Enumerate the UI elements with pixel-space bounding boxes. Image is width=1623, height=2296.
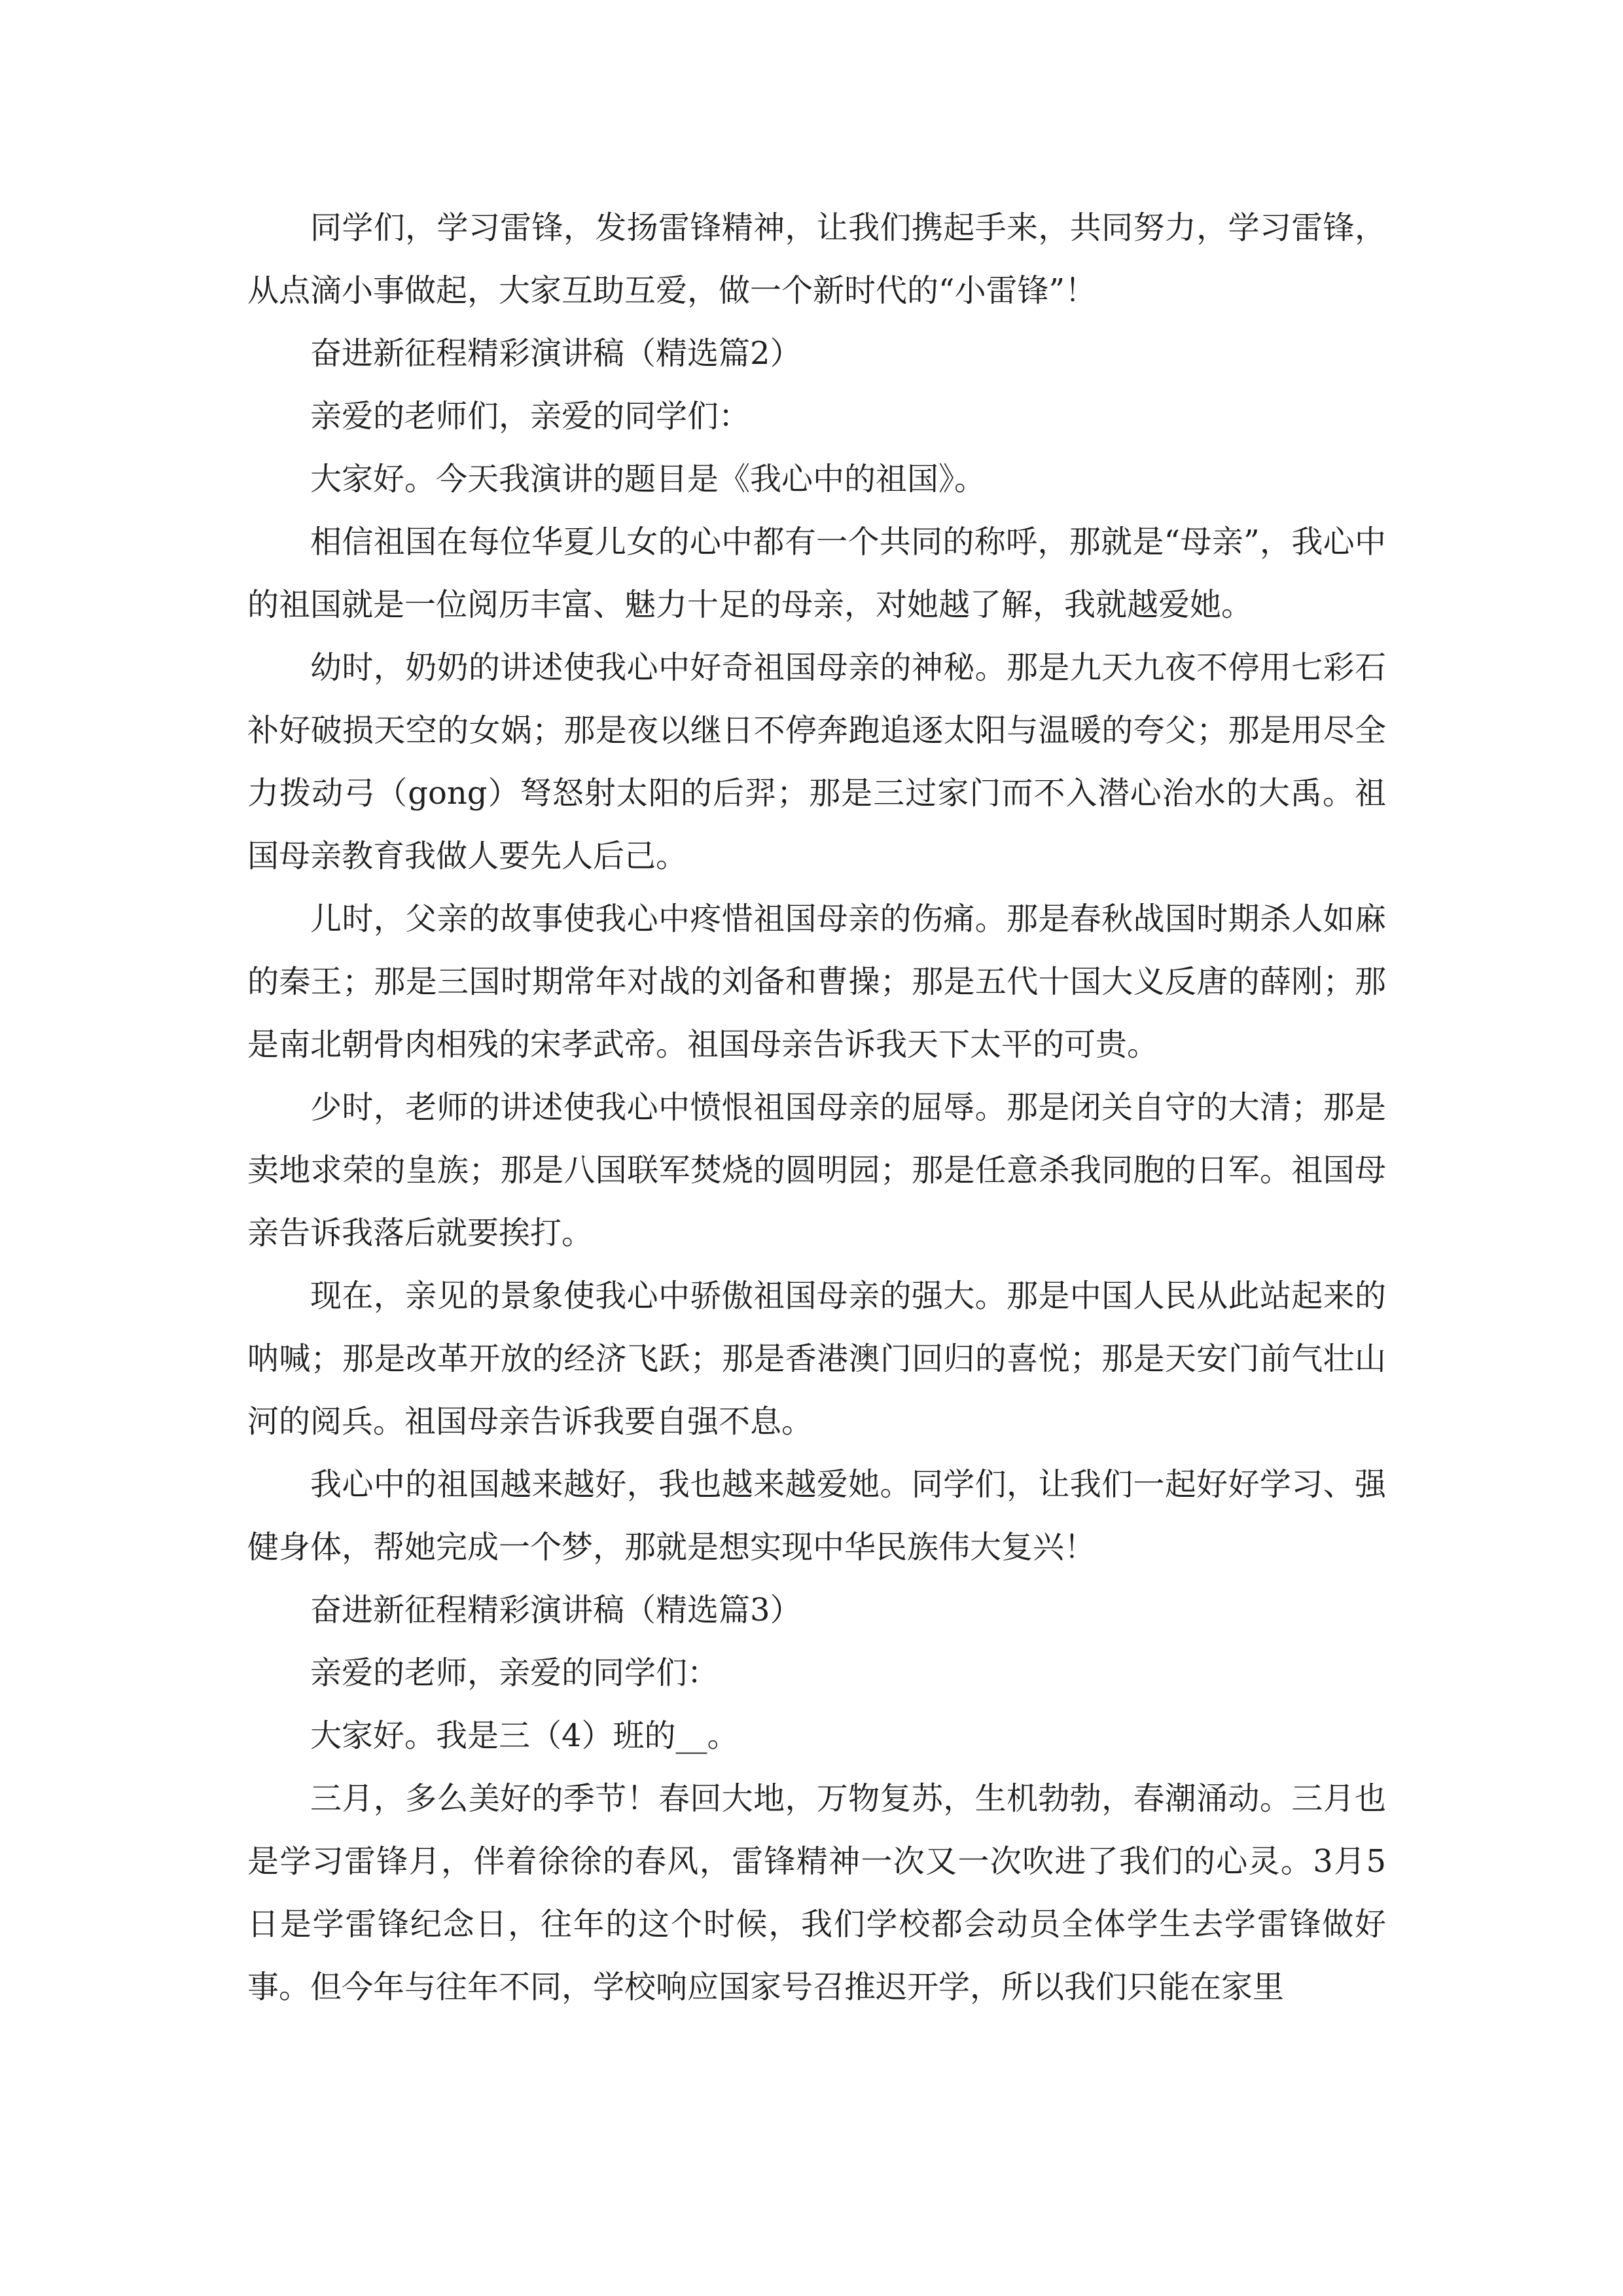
- paragraph-mother: 相信祖国在每位华夏儿女的心中都有一个共同的称呼，那就是“母亲”，我心中的祖国就是一位阅历丰富、魅力十足的母亲，对她越了解，我就越爱她。: [247, 524, 1386, 623]
- paragraph-present: 现在，亲见的景象使我心中骄傲祖国母亲的强大。那是中国人民从此站起来的呐喊；那是改革开放的经济飞跃；那是香港澳门回归的喜悦；那是天安门前气壮山河的阅兵。祖国母亲告诉我要自强不息。: [247, 1278, 1386, 1440]
- paragraph-childhood: 幼时，奶奶的讲述使我心中好奇祖国母亲的神秘。那是九天九夜不停用七彩石补好破损天空的女娲；那是夜以继日不停奔跑追逐太阳与温暖的夸父；那是用尽全力拨动弓（gong）弩怒射太阳的后羿；那是三过家门而不入潜心治水的大禹。祖国母亲教育我做人要先人后己。: [247, 649, 1386, 874]
- paragraph-closing-call: 同学们，学习雷锋，发扬雷锋精神，让我们携起手来，共同努力，学习雷锋，从点滴小事做起，大家互助互爱，做一个新时代的“小雷锋”！: [247, 209, 1386, 309]
- salutation-2: 亲爱的老师，亲爱的同学们：: [310, 1655, 719, 1691]
- paragraph-school-years: 少时，老师的讲述使我心中愤恨祖国母亲的屈辱。那是闭关自守的大清；那是卖地求荣的皇族；那是八国联军焚烧的圆明园；那是任意杀我同胞的日军。祖国母亲告诉我落后就要挨打。: [247, 1089, 1386, 1251]
- section-heading-3: 奋进新征程精彩演讲稿（精选篇3）: [310, 1592, 802, 1628]
- document-body: [247, 196, 1386, 2018]
- section-heading-2: 奋进新征程精彩演讲稿（精选篇2）: [310, 335, 802, 372]
- salutation: 亲爱的老师们，亲爱的同学们：: [310, 398, 751, 435]
- paragraph-conclusion: 我心中的祖国越来越好，我也越来越爱她。同学们，让我们一起好好学习、强健身体，帮她完成一个梦，那就是想实现中华民族伟大复兴！: [247, 1466, 1386, 1566]
- paragraph-introduction: 大家好。我是三（4）班的__。: [310, 1717, 739, 1754]
- paragraph-greeting: 大家好。今天我演讲的题目是《我心中的祖国》。: [310, 461, 986, 497]
- paragraph-march: 三月，多么美好的季节！春回大地，万物复苏，生机勃勃，春潮涌动。三月也是学习雷锋月，伴着徐徐的春风，雷锋精神一次又一次吹进了我们的心灵。3月5日是学雷锋纪念日，往年的这个时候，我们学校都会动员全体学生去学雷锋做好事。但今年与往年不同，学校响应国家号召推迟开学，所以我们只能在家里: [247, 1780, 1386, 2005]
- paragraph-youth: 儿时，父亲的故事使我心中疼惜祖国母亲的伤痛。那是春秋战国时期杀人如麻的秦王；那是三国时期常年对战的刘备和曹操；那是五代十国大义反唐的薛刚；那是南北朝骨肉相残的宋孝武帝。祖国母亲告诉我天下太平的可贵。: [247, 901, 1386, 1063]
